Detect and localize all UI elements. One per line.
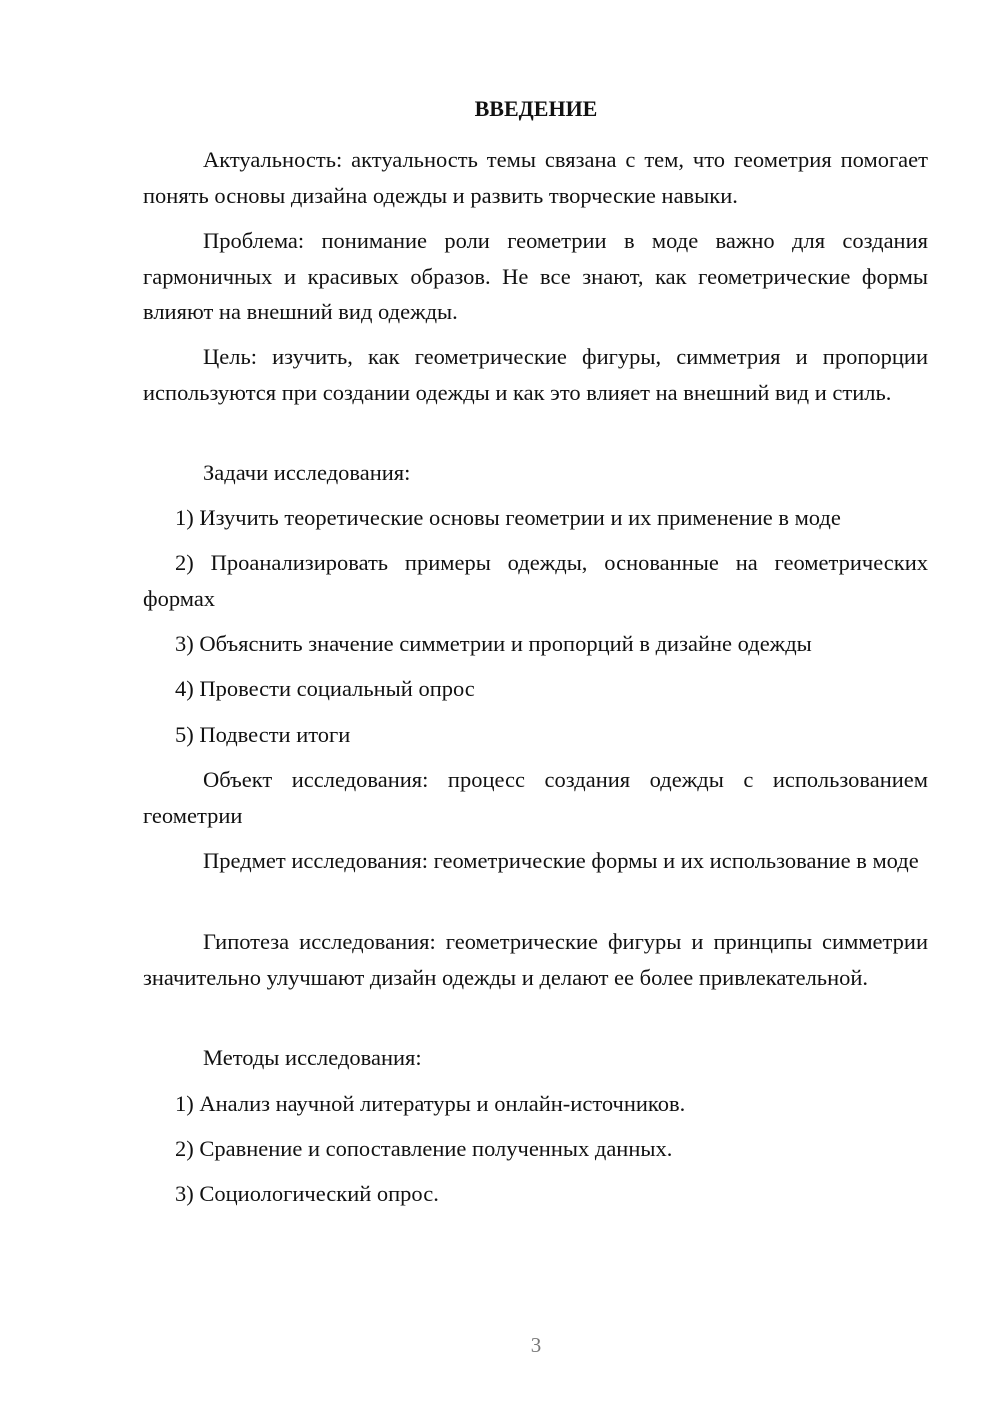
page-title: ВВЕДЕНИЕ bbox=[474, 96, 598, 121]
goal-paragraph: Цель: изучить, как геометрические фигуры, симметрия и пропорции используются при создании одежды и как это влияет на внешний вид и стиль. bbox=[143, 344, 928, 405]
method-item: 2) Сравнение и сопоставление полученных данных. bbox=[175, 1136, 673, 1161]
hypothesis-paragraph: Гипотеза исследования: геометрические фигуры и принципы симметрии значительно улучшают дизайн одежды и делают ее более привлекательной. bbox=[143, 929, 928, 990]
tasks-heading: Задачи исследования: bbox=[203, 460, 411, 485]
problem-paragraph: Проблема: понимание роли геометрии в моде важно для создания гармоничных и красивых образов. Не все знают, как геометрические формы влияют на внешний вид одежды. bbox=[143, 228, 928, 324]
task-item: 5) Подвести итоги bbox=[175, 722, 351, 747]
method-item: 1) Анализ научной литературы и онлайн-источников. bbox=[175, 1091, 686, 1116]
task-item: 1) Изучить теоретические основы геометрии и их применение в моде bbox=[175, 505, 841, 530]
relevance-paragraph: Актуальность: актуальность темы связана с тем, что геометрия помогает понять основы дизайна одежды и развить творческие навыки. bbox=[143, 147, 928, 208]
task-item: 3) Объяснить значение симметрии и пропорций в дизайне одежды bbox=[175, 631, 812, 656]
object-paragraph: Объект исследования: процесс создания одежды с использованием геометрии bbox=[143, 767, 928, 828]
task-item: 2) Проанализировать примеры одежды, основанные на геометрических формах bbox=[143, 550, 928, 611]
methods-heading: Методы исследования: bbox=[203, 1045, 422, 1070]
task-item: 4) Провести социальный опрос bbox=[175, 676, 475, 701]
subject-paragraph: Предмет исследования: геометрические формы и их использование в моде bbox=[203, 848, 919, 873]
method-item: 3) Социологический опрос. bbox=[175, 1181, 439, 1206]
page-number: 3 bbox=[530, 1333, 542, 1357]
